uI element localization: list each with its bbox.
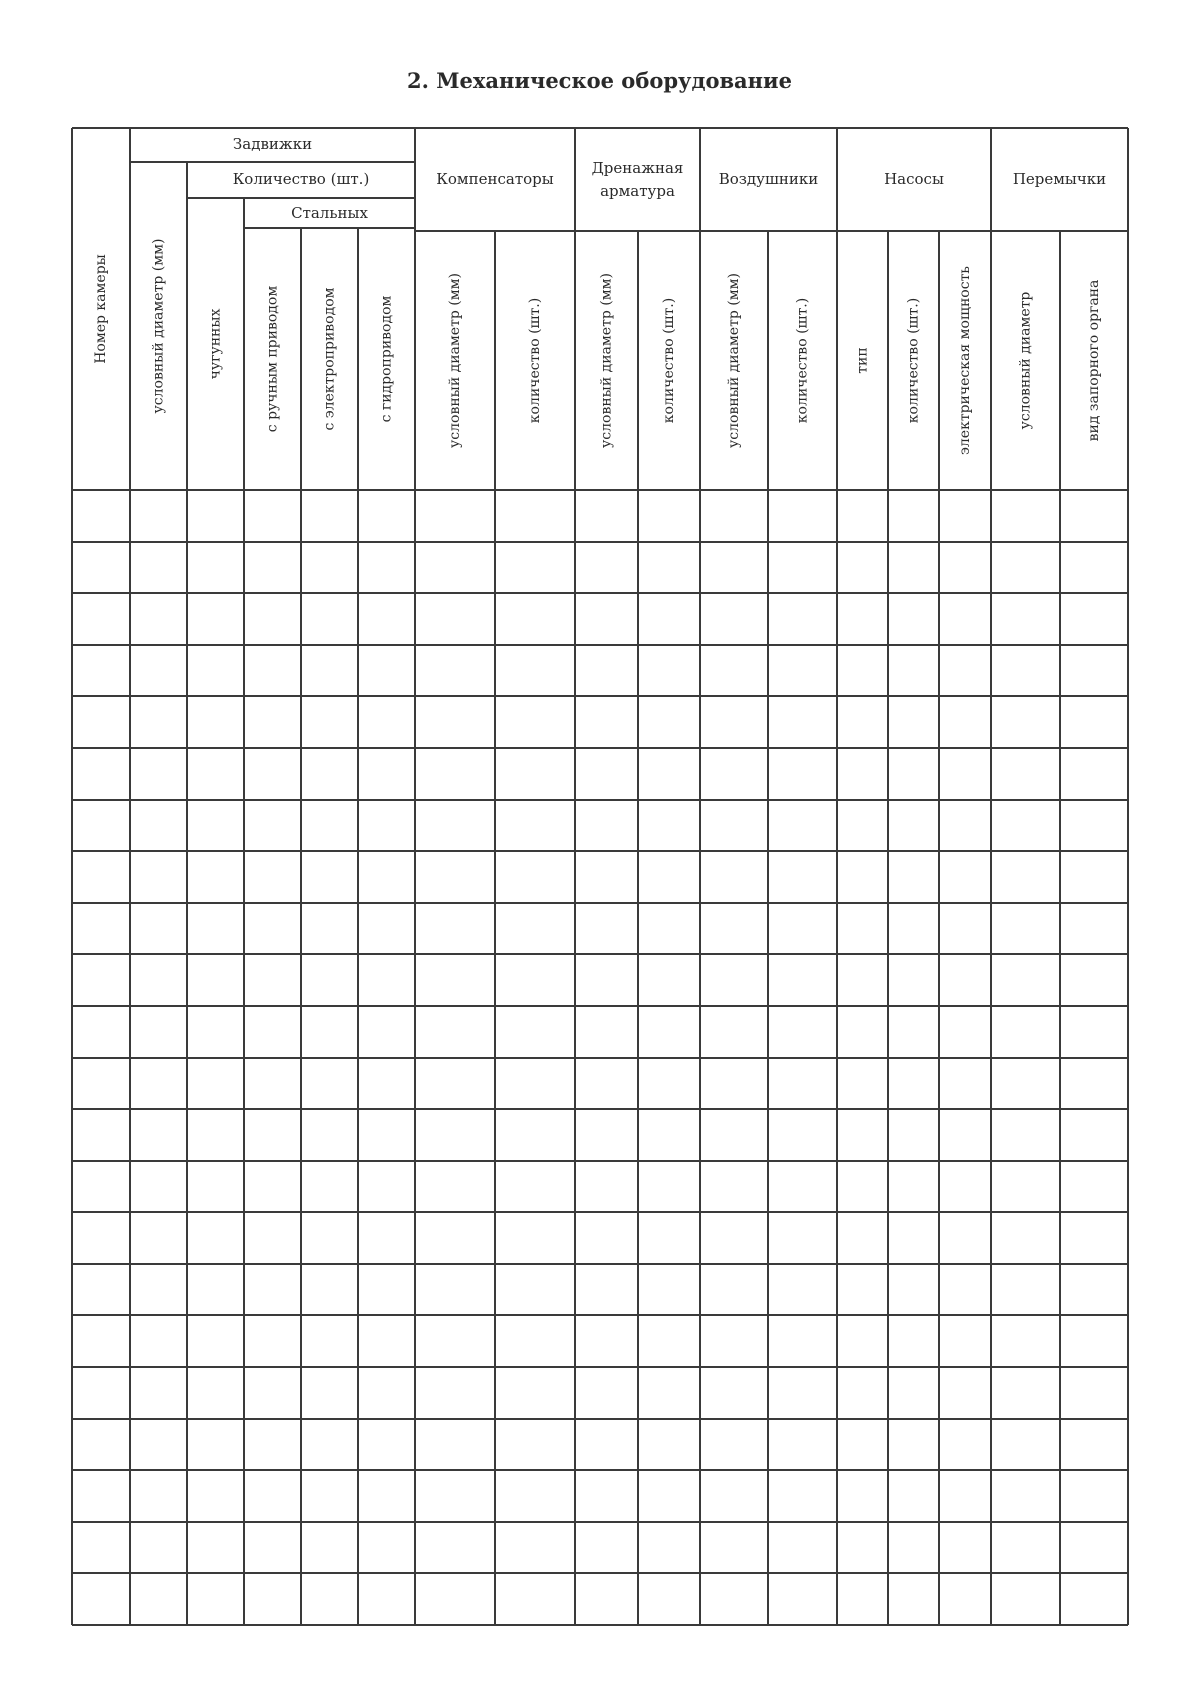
column-header-13: тип bbox=[854, 347, 871, 374]
column-header-8: количество (шт.) bbox=[527, 297, 543, 424]
group-header-drenazhnaya-2: арматура bbox=[600, 182, 675, 200]
group-header-zadvizhki: Задвижки bbox=[232, 135, 313, 153]
column-header-5: с электроприводом bbox=[321, 287, 338, 431]
column-header-4: с ручным приводом bbox=[264, 285, 281, 433]
group-header-stalnyh: Стальных bbox=[291, 204, 368, 222]
group-header-vozdushniki: Воздушники bbox=[718, 170, 819, 188]
group-header-peremychki: Перемычки bbox=[1012, 170, 1107, 188]
column-header-3: чугунных bbox=[207, 308, 224, 380]
column-header-1: Номер камеры bbox=[93, 254, 109, 364]
column-header-15: электрическая мощность bbox=[957, 266, 973, 455]
column-header-6: с гидроприводом bbox=[378, 295, 395, 423]
group-header-kolichestvo: Количество (шт.) bbox=[232, 170, 370, 188]
column-header-9: условный диаметр (мм) bbox=[598, 273, 615, 448]
column-header-10: количество (шт.) bbox=[661, 297, 677, 424]
group-header-nasosy: Насосы bbox=[884, 170, 944, 188]
group-header-kompensatory: Компенсаторы bbox=[436, 170, 554, 188]
column-header-14: количество (шт.) bbox=[905, 297, 922, 424]
column-header-7: условный диаметр (мм) bbox=[447, 273, 463, 448]
group-header-drenazhnaya-1: Дренажная bbox=[591, 159, 684, 177]
column-header-17: вид запорного органа bbox=[1086, 279, 1102, 442]
column-header-11: условный диаметр (мм) bbox=[726, 273, 742, 448]
column-header-2: условный диаметр (мм) bbox=[150, 238, 167, 414]
column-header-12: количество (шт.) bbox=[794, 297, 811, 424]
page-title: 2. Механическое оборудование bbox=[407, 68, 792, 93]
column-header-16: условный диаметр bbox=[1017, 291, 1034, 430]
